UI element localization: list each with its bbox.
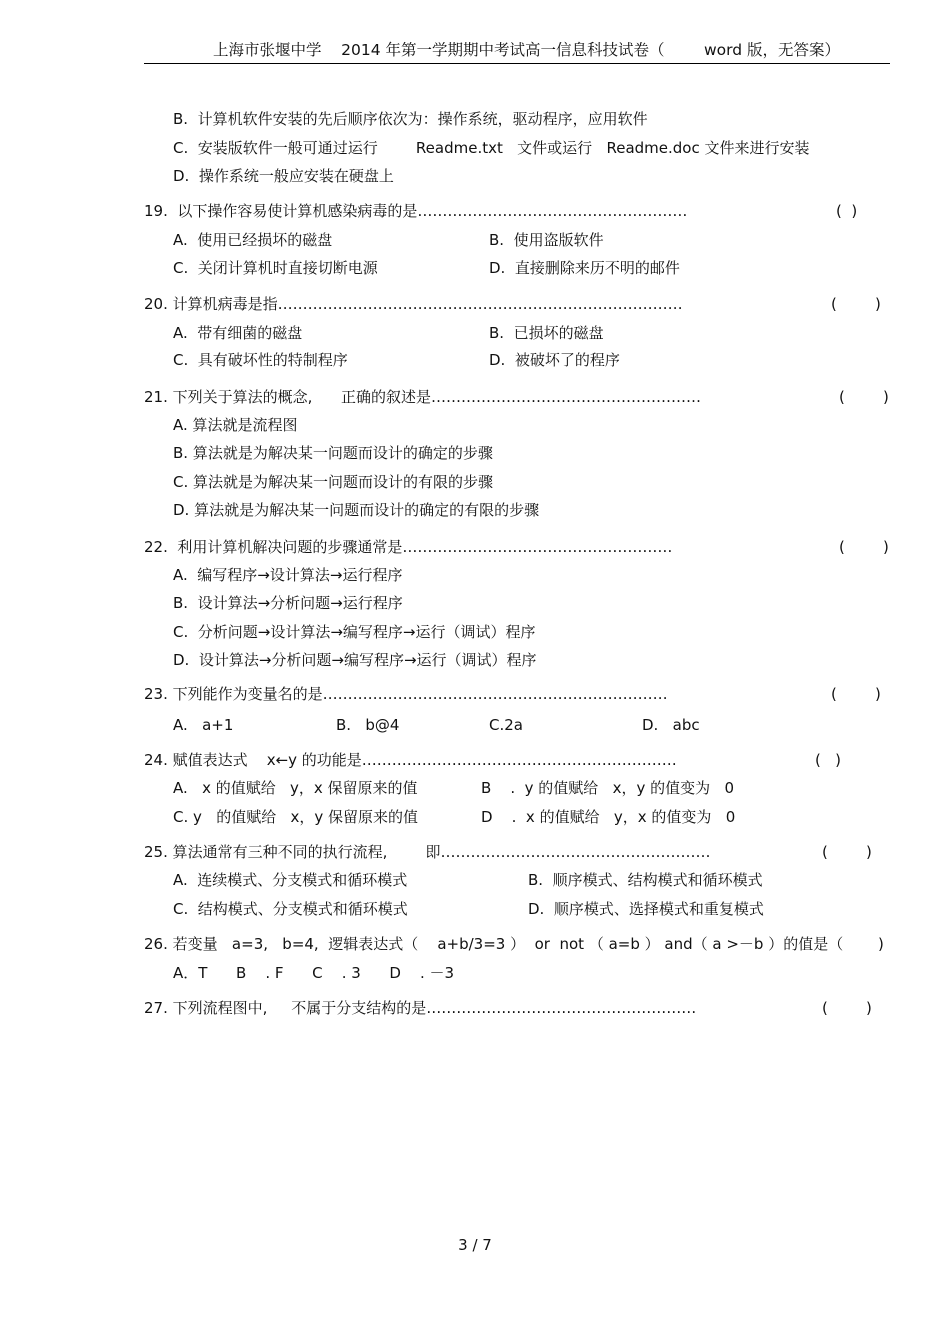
- q24-stem: 24. 赋值表达式 x←y 的功能是………………………………………………………: [144, 751, 677, 769]
- q21-option-b: B. 算法就是为解决某一问题而设计的确定的步骤: [173, 444, 493, 462]
- q23-answer-paren: ( ): [831, 685, 881, 703]
- q25-answer-paren: ( ): [822, 843, 872, 861]
- q23-option-c: C.2a: [489, 716, 523, 734]
- q22-option-a: A. 编写程序→设计算法→运行程序: [173, 566, 403, 584]
- q22-answer-paren: ( ): [839, 538, 889, 556]
- header-rule: [144, 63, 890, 64]
- q21-stem: 21. 下列关于算法的概念, 正确的叙述是………………………………………………: [144, 388, 702, 406]
- q23-stem: 23. 下列能作为变量名的是……………………………………………………………: [144, 685, 668, 703]
- q23-option-b: B. b@4: [336, 716, 400, 734]
- q21-option-c: C. 算法就是为解决某一问题而设计的有限的步骤: [173, 473, 494, 491]
- q24-answer-paren: ( ): [815, 751, 842, 769]
- q22-stem: 22. 利用计算机解决问题的步骤通常是………………………………………………: [144, 538, 673, 556]
- q19-option-c: C. 关闭计算机时直接切断电源: [173, 259, 378, 277]
- q25-option-d: D. 顺序模式、选择模式和重复模式: [528, 900, 764, 918]
- q26-stem: 26. 若变量 a=3, b=4, 逻辑表达式（ a+b/3=3 ） or not （ a=b ） and（ a >－b ）的值是（: [144, 935, 844, 953]
- q20-option-a: A. 带有细菌的磁盘: [173, 324, 303, 342]
- q22-option-c: C. 分析问题→设计算法→编写程序→运行（调试）程序: [173, 623, 536, 641]
- q25-stem: 25. 算法通常有三种不同的执行流程, 即………………………………………………: [144, 843, 711, 861]
- q24-option-d: D . x 的值赋给 y，x 的值变为 0: [481, 808, 736, 826]
- q25-option-b: B. 顺序模式、结构模式和循环模式: [528, 871, 763, 889]
- prev-option-c: C. 安装版软件一般可通过运行 Readme.txt 文件或运行 Readme.doc 文件来进行安装: [173, 139, 810, 157]
- q23-option-a: A. a+1: [173, 716, 234, 734]
- q20-option-c: C. 具有破坏性的特制程序: [173, 351, 348, 369]
- q27-stem: 27. 下列流程图中, 不属于分支结构的是………………………………………………: [144, 999, 697, 1017]
- q21-option-d: D. 算法就是为解决某一问题而设计的确定的有限的步骤: [173, 501, 540, 519]
- q23-option-d: D. abc: [642, 716, 700, 734]
- q21-option-a: A. 算法就是流程图: [173, 416, 298, 434]
- q19-option-b: B. 使用盗版软件: [489, 231, 604, 249]
- prev-option-b: B. 计算机软件安装的先后顺序依次为：操作系统，驱动程序，应用软件: [173, 110, 648, 128]
- q19-option-d: D. 直接删除来历不明的邮件: [489, 259, 680, 277]
- q22-option-b: B. 设计算法→分析问题→运行程序: [173, 594, 403, 612]
- q19-answer-paren: ( ): [836, 202, 858, 220]
- q24-option-c: C. y 的值赋给 x，y 保留原来的值: [173, 808, 419, 826]
- q20-option-d: D. 被破坏了的程序: [489, 351, 620, 369]
- q25-option-a: A. 连续模式、分支模式和循环模式: [173, 871, 408, 889]
- page-header-title: 上海市张堰中学 2014 年第一学期期中考试高一信息科技试卷（ word 版，无答案）: [212, 41, 840, 59]
- q26-options: A．T B . F C . 3 D . －3: [173, 964, 455, 982]
- q25-option-c: C. 结构模式、分支模式和循环模式: [173, 900, 408, 918]
- q20-option-b: B. 已损坏的磁盘: [489, 324, 604, 342]
- q27-answer-paren: ( ): [822, 999, 872, 1017]
- page-number: 3 / 7: [458, 1236, 492, 1254]
- q24-option-b: B . y 的值赋给 x，y 的值变为 0: [481, 779, 734, 797]
- q26-answer-paren: ): [878, 935, 884, 953]
- q20-stem: 20. 计算机病毒是指………………………………………………………………………: [144, 295, 683, 313]
- q24-option-a: A. x 的值赋给 y，x 保留原来的值: [173, 779, 418, 797]
- prev-option-d: D. 操作系统一般应安装在硬盘上: [173, 167, 394, 185]
- q19-stem: 19. 以下操作容易使计算机感染病毒的是………………………………………………: [144, 202, 688, 220]
- q21-answer-paren: ( ): [839, 388, 889, 406]
- q19-option-a: A. 使用已经损坏的磁盘: [173, 231, 333, 249]
- q20-answer-paren: ( ): [831, 295, 881, 313]
- q22-option-d: D. 设计算法→分析问题→编写程序→运行（调试）程序: [173, 651, 537, 669]
